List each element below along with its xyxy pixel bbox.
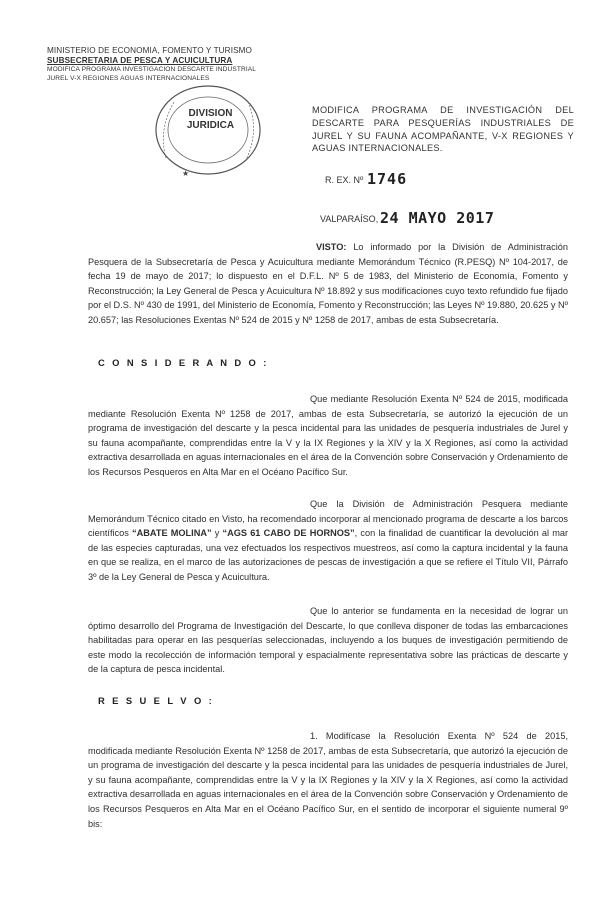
ministry-name: MINISTERIO DE ECONOMIA, FOMENTO Y TURISMO: [47, 46, 253, 55]
seal-division-label: DIVISION JURIDICA: [186, 108, 235, 131]
header-summary-line-2: JUREL V-X REGIONES AGUAS INTERNACIONALES: [47, 74, 210, 82]
visto-text: Lo informado por la División de Administración Pesquera de la Subsecretaría de Pesca y Acuicultura mediante Memorándum Técnico (R.PESQ) Nº 104-2017, de fecha 19 de mayo de 2017; lo dispuesto en el D.F.L. Nº 5 de 1983, del Ministerio de Economía, Fomento y Reconstrucción; la Ley General de Pesca y Acuicultura Nº 18.892 y sus modificaciones cuyo texto refundido fue fijado por el D.S. Nº 430 de 1991, del Ministerio de Economía, Fomento y Reconstrucción; las Leyes Nº 19.880, 20.625 y Nº 20.657; las Resoluciones Exentas Nº 524 de 2015 y Nº 1258 de 2017, ambas de esta Subsecretaría.: [88, 242, 568, 325]
resolution-number: 1746: [367, 170, 408, 188]
ship-name-cabo-de-hornos: “AGS 61 CABO DE HORNOS”: [222, 528, 355, 539]
visto-label: VISTO:: [316, 242, 347, 252]
considerando-p1-text: Que mediante Resolución Exenta Nº 524 de 2015, modificada mediante Resolución Exenta Nº 1258 de 2017, ambas de esta Subsecretaría, se autorizó la ejecución de un programa de investigación del descarte y la pesca incidental para las unidades de pesquería industriales de Jurel y su fauna acompañante, comprendidas entre la V y la IX Regiones y la XIV y la X Regiones, así como la actividad extractiva desarrollada en aguas internacionales en el área de la Convención sobre Conservación y Ordenamiento de los Recursos Pesqueros en Alta Mar en el Océano Pacífico Sur.: [88, 394, 568, 477]
considerando-p2-text-a: Que la División de Administración Pesquera mediante Memorándum Técnico citado en Visto, ha recomendado incorporar al mencionado programa de descarte a los barcos científicos: [88, 499, 568, 539]
header-summary-line-1: MODIFICA PROGRAMA INVESTIGACION DESCARTE INDUSTRIAL: [47, 66, 257, 73]
date-stamp: 24 MAYO 2017: [380, 209, 495, 227]
resuelvo-paragraph-1: [88, 729, 568, 831]
subsecretaria-name: SUBSECRETARIA DE PESCA Y ACUICULTURA: [47, 56, 233, 65]
resolution-subject: MODIFICA PROGRAMA DE INVESTIGACIÓN DEL DESCARTE PARA PESQUERÍAS INDUSTRIALES DE JUREL Y SU FAUNA ACOMPAÑANTE, V-X REGIONES Y AGUAS INTERNACIONALES.: [312, 105, 574, 154]
considerando-paragraph-2: [88, 497, 568, 585]
visto-paragraph: [88, 240, 568, 328]
considerando-p2-text-b: , con la finalidad de cuantificar la devolución al mar de las especies capturadas, una vez efectuados los respectivos muestreos, así como la captura incidental y la fauna en que se realiza, en el marco de las autorizaciones de pescas de investigación a que se refiere el Título VII, Párrafo 3º de la Ley General de Pesca y Acuicultura.: [88, 528, 569, 582]
svg-text:★: ★: [182, 169, 190, 178]
considerando-paragraph-1: [88, 392, 568, 480]
letterhead: [47, 46, 287, 83]
considerando-p2-and: y: [214, 528, 220, 539]
considerando-heading: C O N S I D E R A N D O :: [98, 357, 269, 368]
ship-name-abate-molina: “ABATE MOLINA”: [132, 528, 212, 539]
considerando-p3-text: Que lo anterior se fundamenta en la necesidad de lograr un óptimo desarrollo del Programa de Investigación del Descarte, lo que conlleva disponer de todas las embarcaciones habilitadas para operar en las pesquerías seleccionadas, incluyendo a los buques de investigación permitiendo de este modo la recolección de información temporal y espacialmente representativa sobre las prácticas de descarte y de la captura de pesca incidental.: [88, 606, 568, 675]
resuelvo-heading: R E S U E L V O :: [98, 695, 215, 706]
resolution-label: R. EX. Nº: [325, 175, 364, 185]
considerando-paragraph-3: [88, 604, 568, 677]
place: VALPARAÍSO,: [320, 214, 379, 224]
resuelvo-p1-text: 1. Modifícase la Resolución Exenta Nº 524 de 2015, modificada mediante Resolución Exenta Nº 1258 de 2017, ambas de esta Subsecretaría, que autorizó la ejecución de un programa de investigación del descarte y la pesca incidental para las unidades de pesquería industriales de Jurel, y su fauna acompañante, comprendidas entre la V y la IX Regiones y la XIV y la X Regiones, así como la actividad extractiva desarrollada en aguas internacionales en el área de la Convención sobre Conservación y Ordenamiento de los Recursos Pesqueros en Alta Mar en el Océano Pacífico Sur, en el sentido de incorporar el siguiente numeral 9º bis:: [88, 731, 568, 829]
